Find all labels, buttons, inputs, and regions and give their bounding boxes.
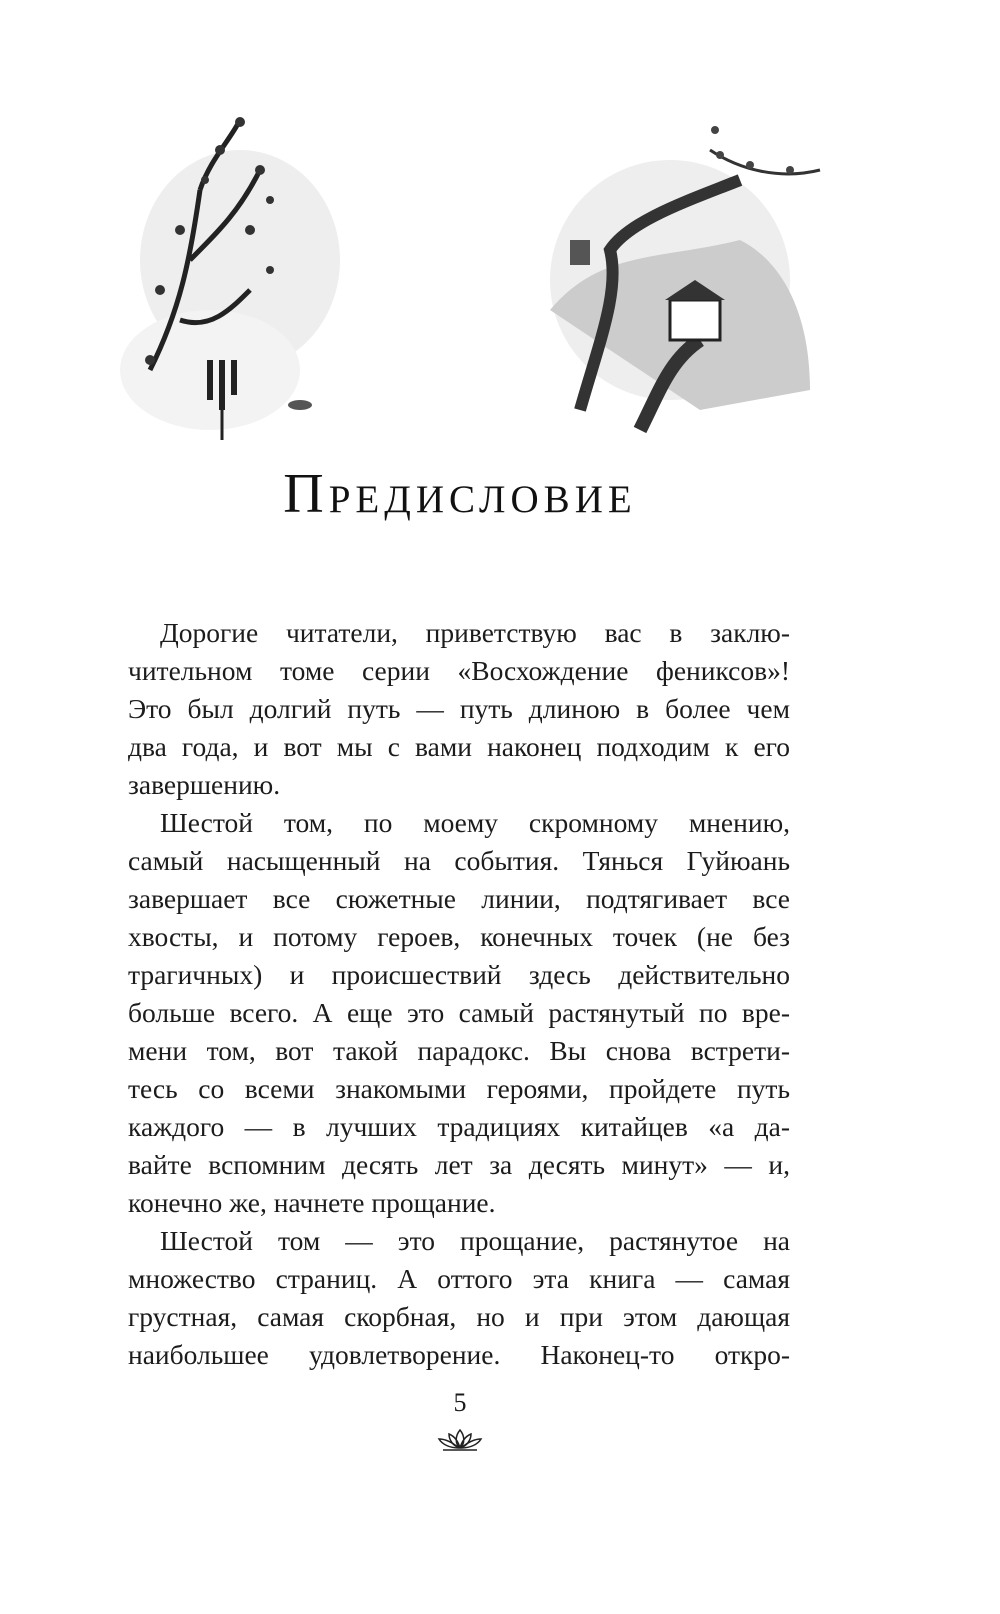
- text-line: завершает все сюжетные линии, подтягивает все: [128, 883, 790, 914]
- text-line: самый насыщенный на события. Тянься Гуйюань: [128, 845, 790, 876]
- text-line: конечно же, начнете прощание.: [128, 1187, 496, 1218]
- text-line: больше всего. А еще это самый растянутый по вре-: [128, 997, 790, 1028]
- text-line: тесь со всеми знакомыми героями, пройдете путь: [128, 1073, 790, 1104]
- text-line: множество страниц. А оттого эта книга — самая: [128, 1263, 790, 1294]
- text-line: грустная, самая скорбная, но и при этом дающая: [128, 1301, 790, 1332]
- text-line: каждого — в лучших традициях китайцев «а да-: [128, 1111, 790, 1142]
- great-wall-illustration: [540, 110, 830, 440]
- text-line: Это был долгий путь — путь длиною в более чем: [128, 693, 790, 724]
- text-line: Шестой том — это прощание, растянутое на: [160, 1225, 790, 1256]
- text-line: два года, и вот мы с вами наконец подходим к его: [128, 731, 790, 762]
- plum-blossom-wind-chime-illustration: [120, 110, 350, 450]
- text-line: Дорогие читатели, приветствую вас в заклю-: [160, 617, 790, 648]
- text-line: чительном томе серии «Восхождение фениксов»!: [128, 655, 790, 686]
- chapter-title: Предисловие: [283, 463, 637, 525]
- page-number: 5: [453, 1388, 467, 1417]
- text-line: вайте вспомним десять лет за десять минут» — и,: [128, 1149, 790, 1180]
- text-line: наибольшее удовлетворение. Наконец-то откро-: [128, 1339, 790, 1370]
- text-line: завершению.: [128, 769, 281, 800]
- text-line: хвосты, и потому героев, конечных точек (не без: [128, 921, 790, 952]
- lotus-ornament-icon: [437, 1428, 483, 1452]
- text-line: мени том, вот такой парадокс. Вы снова встрети-: [128, 1035, 790, 1066]
- text-line: трагичных) и происшествий здесь действительно: [128, 959, 790, 990]
- text-line: Шестой том, по моему скромному мнению,: [160, 807, 790, 838]
